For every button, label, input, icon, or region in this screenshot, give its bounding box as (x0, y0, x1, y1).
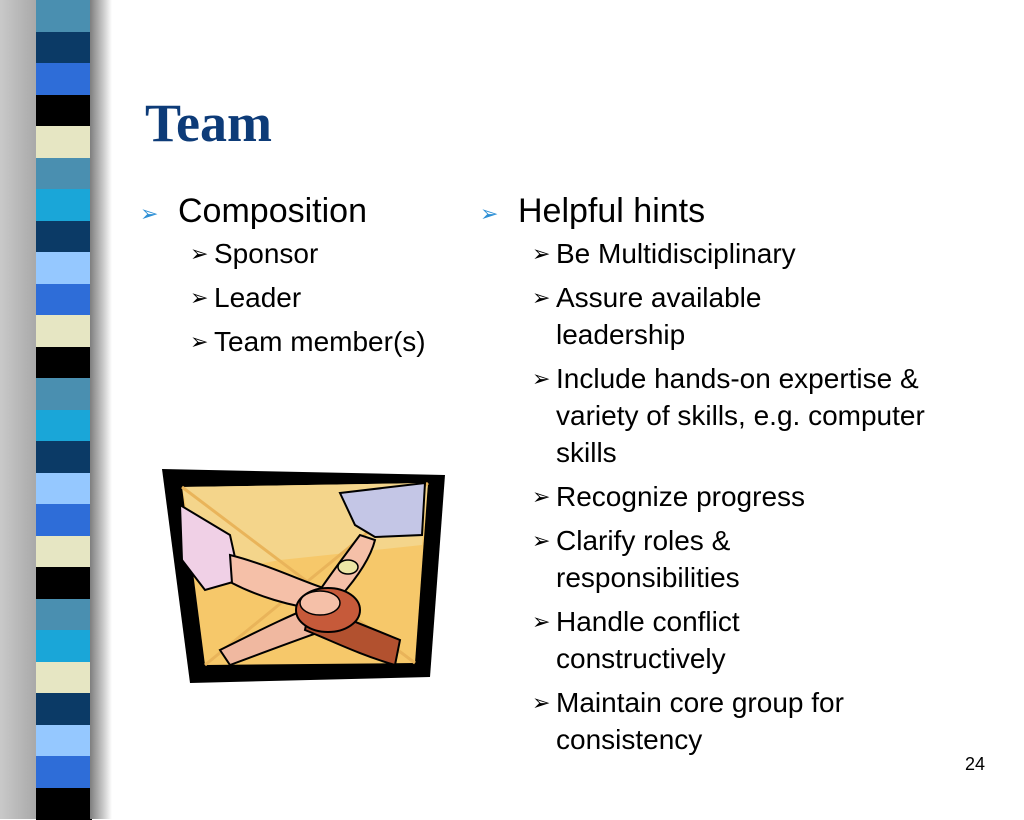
list-item-text: Be Multidisciplinary (556, 238, 796, 269)
stripe-band (36, 347, 92, 379)
arrow-bullet-icon: ➢ (532, 241, 551, 266)
list-item-text: Team member(s) (214, 326, 426, 357)
stripe-band (36, 504, 92, 536)
stripe-band (36, 126, 92, 158)
stripe-band (36, 158, 92, 190)
stripe-band (36, 95, 92, 127)
stripe-band (36, 284, 92, 316)
helpful-hints-heading: Helpful hints (518, 192, 706, 230)
list-item-text: Clarify roles & responsibilities (556, 525, 740, 593)
stripe-band (36, 410, 92, 442)
stripe-band (36, 315, 92, 347)
stripe-bands (36, 0, 92, 819)
list-item (532, 603, 980, 677)
list-item (532, 235, 980, 272)
list-item (532, 478, 980, 515)
arrow-bullet-icon: ➢ (140, 201, 159, 226)
list-item (190, 279, 485, 316)
composition-heading: Composition (178, 192, 367, 230)
helpful-hints-heading-item (480, 192, 980, 231)
stripe-band (36, 662, 92, 694)
stripe-band (36, 567, 92, 599)
list-item-text: Assure available leadership (556, 282, 762, 350)
arrow-bullet-icon: ➢ (480, 201, 499, 226)
composition-heading-item (140, 192, 485, 231)
arrow-bullet-icon: ➢ (532, 484, 551, 509)
stripe-band (36, 693, 92, 725)
list-item (190, 235, 485, 272)
arrow-bullet-icon: ➢ (190, 285, 209, 310)
clipart-hand-light (300, 591, 340, 615)
stripe-band (36, 221, 92, 253)
list-item-text: Include hands-on expertise & variety of skills, e.g. computer skills (556, 363, 925, 468)
list-item-text: Recognize progress (556, 481, 806, 512)
stripe-band (36, 788, 92, 820)
stripe-band (36, 441, 92, 473)
helpful-hints-column (480, 192, 980, 765)
list-item (532, 684, 980, 758)
arrow-bullet-icon: ➢ (532, 690, 551, 715)
list-item-text: Sponsor (214, 238, 319, 269)
page-number: 24 (965, 754, 986, 774)
arrow-bullet-icon: ➢ (190, 241, 209, 266)
stripe-band (36, 32, 92, 64)
stripe-band (36, 630, 92, 662)
stripe-band (36, 756, 92, 788)
stripe-band (36, 0, 92, 32)
teamwork-hands-icon (160, 465, 450, 685)
stripe-shadow (90, 0, 112, 819)
helpful-hints-list (532, 235, 980, 758)
arrow-bullet-icon: ➢ (532, 366, 551, 391)
stripe-band (36, 536, 92, 568)
list-item (532, 522, 980, 596)
list-item (532, 279, 980, 353)
arrow-bullet-icon: ➢ (190, 329, 209, 354)
stripe-band (36, 725, 92, 757)
decorative-stripe (0, 0, 120, 819)
composition-list (190, 235, 485, 360)
list-item (190, 323, 485, 360)
stripe-band (36, 599, 92, 631)
clipart-cuff (338, 560, 358, 574)
list-item-text: Maintain core group for consistency (556, 687, 844, 755)
stripe-band (36, 189, 92, 221)
stripe-gray-edge (0, 0, 36, 819)
stripe-band (36, 63, 92, 95)
arrow-bullet-icon: ➢ (532, 528, 551, 553)
slide-title: Team (145, 93, 273, 153)
composition-column (140, 192, 485, 367)
arrow-bullet-icon: ➢ (532, 285, 551, 310)
list-item-text: Handle conflict constructively (556, 606, 740, 674)
stripe-band (36, 378, 92, 410)
list-item-text: Leader (214, 282, 302, 313)
stripe-band (36, 252, 92, 284)
arrow-bullet-icon: ➢ (532, 609, 551, 634)
list-item (532, 360, 980, 471)
stripe-band (36, 473, 92, 505)
